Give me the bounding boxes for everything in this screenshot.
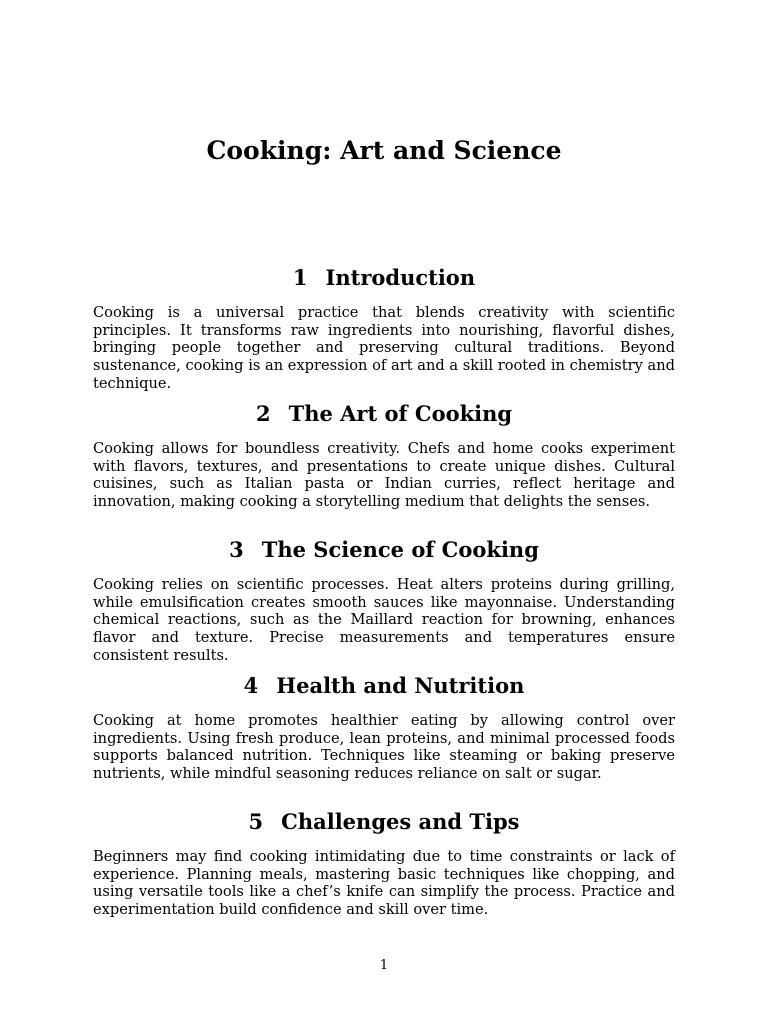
section-number: 3 <box>229 537 244 562</box>
section-heading <box>93 264 675 292</box>
section-heading <box>93 808 675 836</box>
section-introduction <box>93 264 675 393</box>
section-number: 5 <box>248 809 264 834</box>
section-art-of-cooking <box>93 400 675 511</box>
section-body: Cooking allows for boundless creativity. Chefs and home cooks experiment with flavors, textures, and presentations to create unique dishes. Cultural cuisines, such as Italian pasta or Indian curries, reflect heritage and innovation, making cooking a storytelling medium that delights the senses. <box>93 440 675 511</box>
section-heading <box>93 400 675 428</box>
section-number: 2 <box>255 401 271 426</box>
section-body: Cooking relies on scientific processes. Heat alters proteins during grilling, while emulsification creates smooth sauces like mayonnaise. Understanding chemical reactions, such as the Maillard reaction for browning, enhances flavor and texture. Precise measurements and temperatures ensure consistent results. <box>93 576 675 664</box>
section-number: 1 <box>292 265 308 290</box>
section-body: Cooking at home promotes healthier eating by allowing control over ingredients. Using fresh produce, lean proteins, and minimal processed foods supports balanced nutrition. Techniques like steaming or baking preserve nutrients, while mindful seasoning reduces reliance on salt or sugar. <box>93 712 675 783</box>
section-title: The Art of Cooking <box>288 401 513 426</box>
section-title: Health and Nutrition <box>276 673 525 698</box>
document-title: Cooking: Art and Science <box>206 136 562 165</box>
section-title: The Science of Cooking <box>261 537 539 562</box>
section-body: Beginners may find cooking intimidating due to time constraints or lack of experience. Planning meals, mastering basic techniques like chopping, and using versatile tools like a chef’s knife can simplify the process. Practice and experimentation build confidence and skill over time. <box>93 848 675 919</box>
page-number: 1 <box>379 958 389 973</box>
section-health-nutrition <box>93 672 675 783</box>
section-number: 4 <box>243 673 259 698</box>
section-challenges-tips <box>93 808 675 919</box>
section-body: Cooking is a universal practice that blends creativity with scientific principles. It transforms raw ingredients into nourishing, flavorful dishes, bringing people together and preserving cultural traditions. Beyond sustenance, cooking is an expression of art and a skill rooted in chemistry and technique. <box>93 304 675 392</box>
section-heading <box>93 672 675 700</box>
section-heading <box>93 536 675 564</box>
section-science-of-cooking <box>93 536 675 665</box>
section-title: Introduction <box>325 265 476 290</box>
section-title: Challenges and Tips <box>281 809 520 834</box>
